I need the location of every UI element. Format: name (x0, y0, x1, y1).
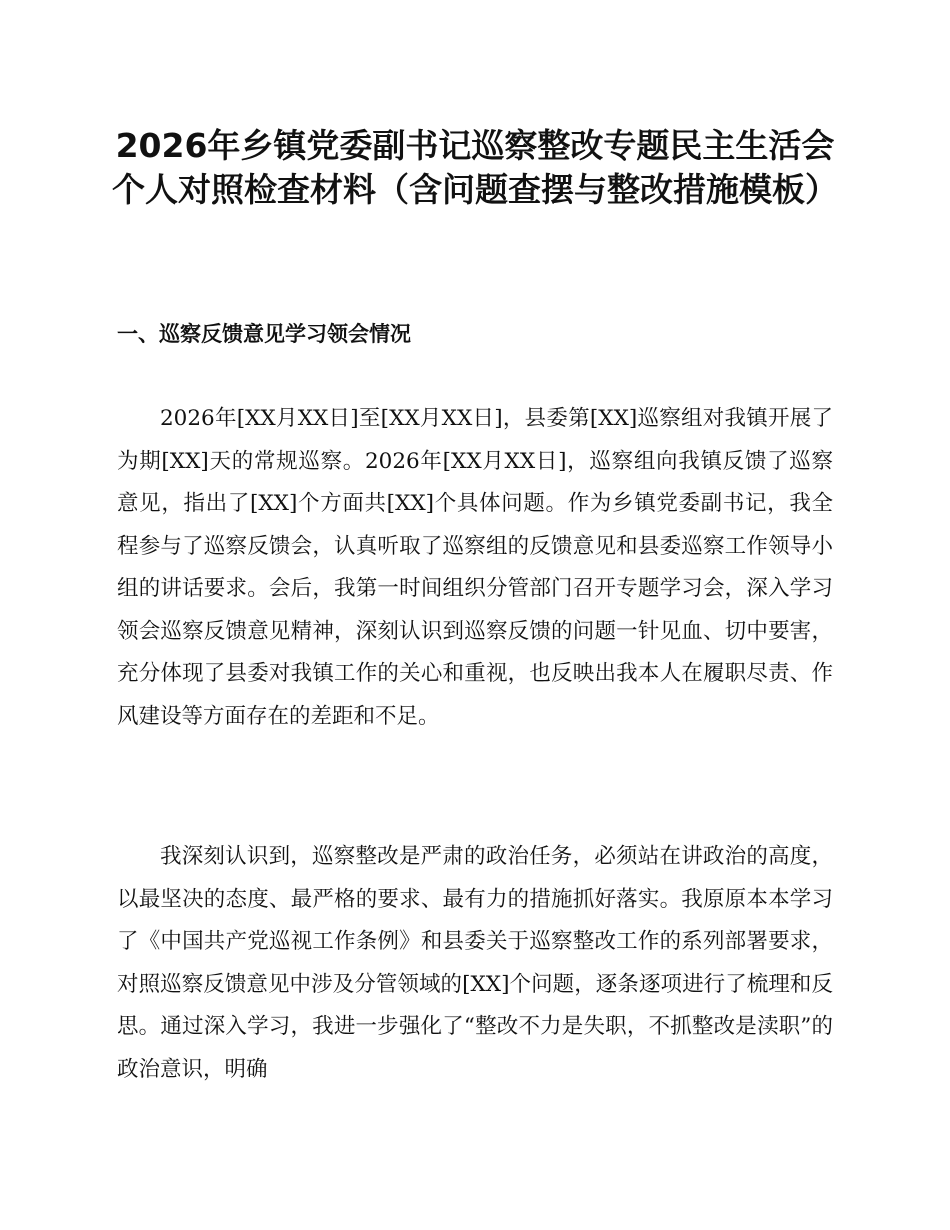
document-title: 2026年乡镇党委副书记巡察整改专题民主生活会个人对照检查材料（含问题查摆与整改措施模板） (112, 126, 838, 209)
section-heading: 一、巡察反馈意见学习领会情况 (117, 322, 411, 346)
body-paragraph: 2026年[XX月XX日]至[XX月XX日]，县委第[XX]巡察组对我镇开展了为期[XX]天的常规巡察。2026年[XX月XX日]，巡察组向我镇反馈了巡察意见，指出了[XX]个方面共[XX]个具体问题。作为乡镇党委副书记，我全程参与了巡察反馈会，认真听取了巡察组的反馈意见和县委巡察工作领导小组的讲话要求。会后，我第一时间组织分管部门召开专题学习会，深入学习领会巡察反馈意见精神，深刻认识到巡察反馈的问题一针见血、切中要害，充分体现了县委对我镇工作的关心和重视，也反映出我本人在履职尽责、作风建设等方面存在的差距和不足。 (117, 406, 833, 729)
body-paragraph: 我深刻认识到，巡察整改是严肃的政治任务，必须站在讲政治的高度，以最坚决的态度、最严格的要求、最有力的措施抓好落实。我原原本本学习了《中国共产党巡视工作条例》和县委关于巡察整改工作的系列部署要求，对照巡察反馈意见中涉及分管领域的[XX]个问题，逐条逐项进行了梳理和反思。通过深入学习，我进一步强化了“整改不力是失职，不抓整改是渎职”的政治意识，明确 (117, 844, 833, 1082)
